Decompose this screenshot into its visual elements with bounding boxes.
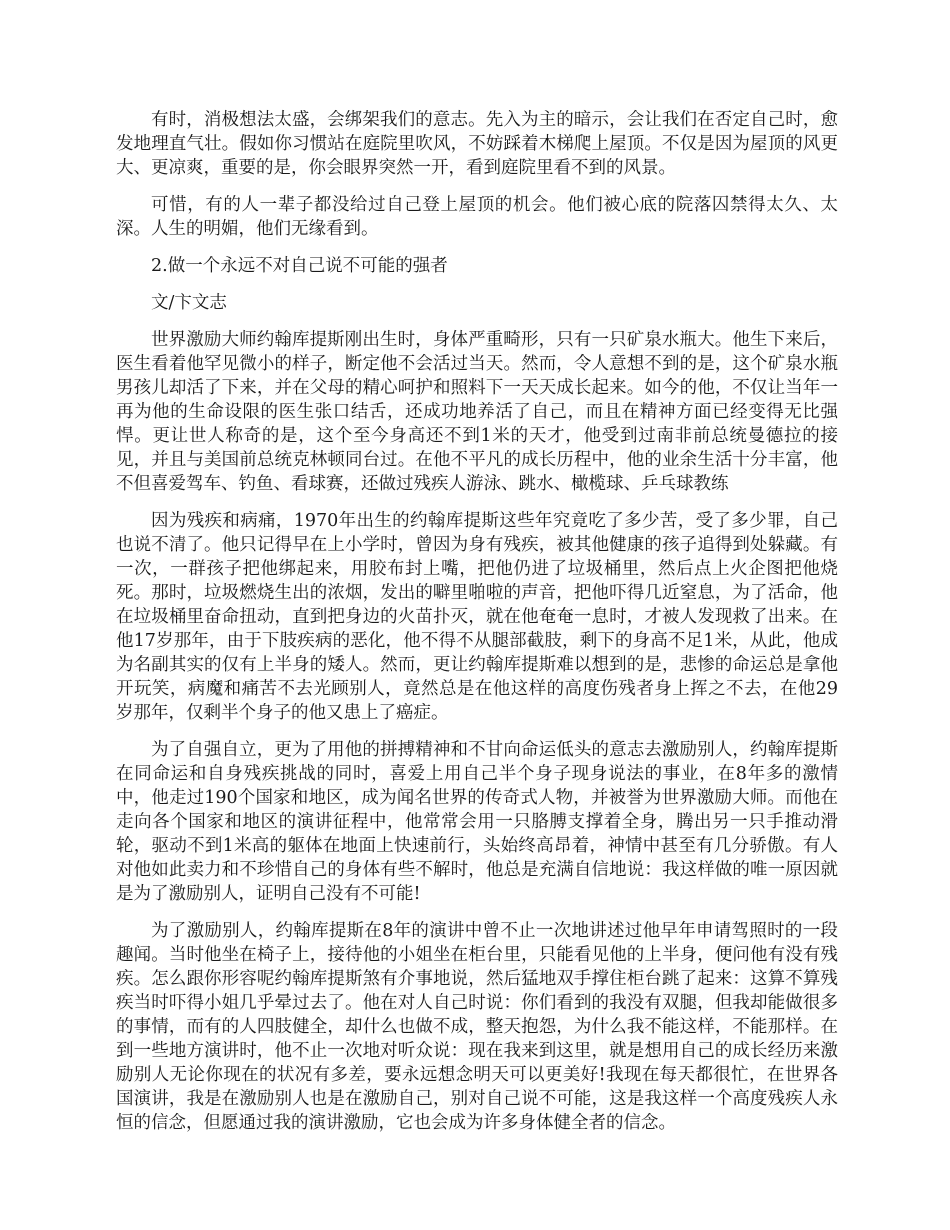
body-paragraph-4: 为了激励别人，约翰库提斯在8年的演讲中曾不止一次地讲述过他早年申请驾照时的一段趣闻。当时他坐在椅子上，接待他的小姐坐在柜台里，只能看见他的上半身，便问他有没有残疾。怎么跟你形容呢约翰库提斯煞有介事地说，然后猛地双手撑住柜台跳了起来：这算不算残疾当时吓得小姐几乎晕过去了。他在对人自己时说：你们看到的我没有双腿，但我却能做很多的事情，而有的人四肢健全，却什么也做不成，整天抱怨，为什么我不能这样，不能那样。在到一些地方演讲时，他不止一次地对听众说：现在我来到这里，就是想用自己的成长经历来激励别人无论你现在的状况有多差，要永远想念明天可以更美好!我现在每天都很忙，在世界各国演讲，我是在激励别人也是在激励自己，别对自己说不可能，这是我这样一个高度残疾人永恒的信念，但愿通过我的演讲激励，它也会成为许多身体健全者的信念。 — [116, 921, 838, 1133]
section-title: 2.做一个永远不对自己说不可能的强者 — [151, 256, 448, 276]
body-paragraph-1: 世界激励大师约翰库提斯刚出生时，身体严重畸形，只有一只矿泉水瓶大。他生下来后，医生看着他罕见微小的样子，断定他不会活过当天。然而，令人意想不到的是，这个矿泉水瓶男孩儿却活了下来，并在父母的精心呵护和照料下一天天成长起来。如今的他，不仅让当年一再为他的生命设限的医生张口结舌，还成功地养活了自己，而且在精神方面已经变得无比强悍。更让世人称奇的是，这个至今身高还不到1米的天才，他受到过南非前总统曼德拉的接见，并且与美国前总统克林顿同台过。在他不平凡的成长历程中，他的业余生活十分丰富，他不但喜爱驾车、钓鱼、看球赛，还做过残疾人游泳、跳水、橄榄球、乒乓球教练 — [116, 330, 838, 494]
byline: 文/卞文志 — [151, 293, 227, 313]
body-paragraph-2: 因为残疾和病痛，1970年出生的约翰库提斯这些年究竟吃了多少苦，受了多少罪，自己也说不清了。他只记得早在上小学时，曾因为身有残疾，被其他健康的孩子追得到处躲藏。有一次，一群孩子把他绑起来，用胶布封上嘴，把他仍进了垃圾桶里，然后点上火企图把他烧死。那时，垃圾燃烧生出的浓烟，发出的噼里啪啦的声音，把他吓得几近窒息，为了活命，他在垃圾桶里奋命扭动，直到把身边的火苗扑灭，就在他奄奄一息时，才被人发现救了出来。在他17岁那年，由于下肢疾病的恶化，他不得不从腿部截肢，剩下的身高不足1米，从此，他成为名副其实的仅有上半身的矮人。然而，更让约翰库提斯难以想到的是，悲惨的命运总是拿他开玩笑，病魔和痛苦不去光顾别人，竟然总是在他这样的高度伤残者身上挥之不去，在他29岁那年，仅剩半个身子的他又患上了癌症。 — [116, 511, 838, 723]
intro-paragraph-1: 有时，消极想法太盛，会绑架我们的意志。先入为主的暗示，会让我们在否定自己时，愈发地理直气壮。假如你习惯站在庭院里吹风，不妨踩着木梯爬上屋顶。不仅是因为屋顶的风更大、更凉爽，重要的是，你会眼界突然一开，看到庭院里看不到的风景。 — [116, 110, 838, 178]
document-page — [116, 108, 838, 1148]
body-paragraph-3: 为了自强自立，更为了用他的拼搏精神和不甘向命运低头的意志去激励别人，约翰库提斯在同命运和自身残疾挑战的同时，喜爱上用自己半个身子现身说法的事业，在8年多的激情中，他走过190个国家和地区，成为闻名世界的传奇式人物，并被誉为世界激励大师。而他在走向各个国家和地区的演讲征程中，他常常会用一只胳膊支撑着全身，腾出另一只手推动滑轮，驱动不到1米高的躯体在地面上快速前行，头始终高昂着，神情中甚至有几分骄傲。有人对他如此卖力和不珍惜自己的身体有些不解时，他总是充满自信地说：我这样做的唯一原因就是为了激励别人，证明自己没有不可能! — [116, 740, 838, 904]
intro-paragraph-2: 可惜，有的人一辈子都没给过自己登上屋顶的机会。他们被心底的院落囚禁得太久、太深。人生的明媚，他们无缘看到。 — [116, 195, 838, 239]
